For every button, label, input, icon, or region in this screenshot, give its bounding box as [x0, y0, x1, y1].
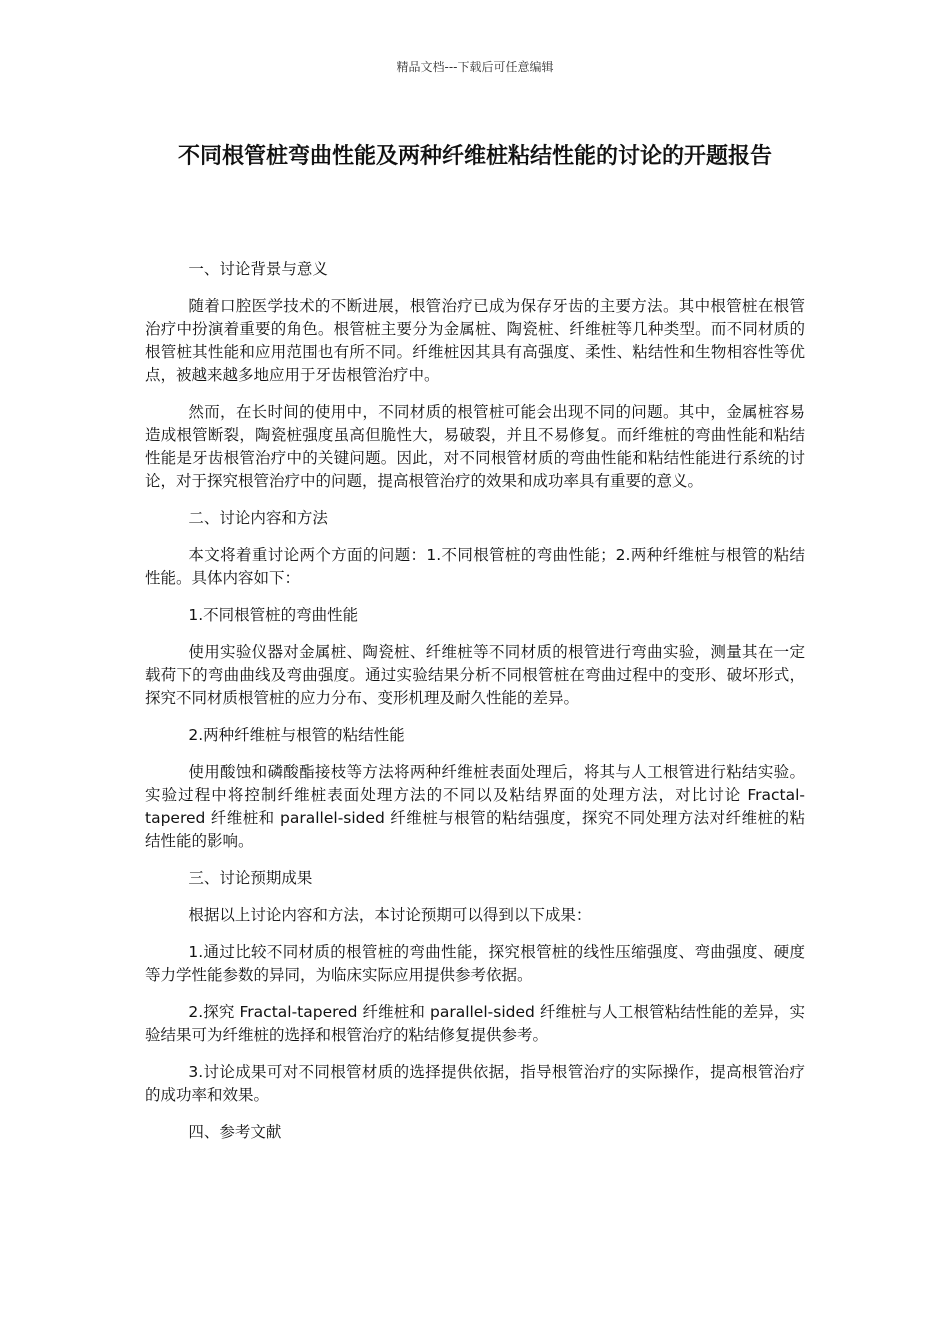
section-heading: 四、参考文献	[188, 1123, 282, 1141]
body-paragraph: 本文将着重讨论两个方面的问题：1.不同根管桩的弯曲性能；2.两种纤维桩与根管的粘结性能。具体内容如下：	[145, 546, 805, 587]
body-paragraph: 使用实验仪器对金属桩、陶瓷桩、纤维桩等不同材质的根管进行弯曲实验，测量其在一定载荷下的弯曲曲线及弯曲强度。通过实验结果分析不同根管桩在弯曲过程中的变形、破坏形式，探究不同材质根管桩的应力分布、变形机理及耐久性能的差异。	[145, 643, 805, 707]
section-heading: 二、讨论内容和方法	[188, 509, 328, 527]
document-title: 不同根管桩弯曲性能及两种纤维桩粘结性能的讨论的开题报告	[177, 144, 772, 169]
body-paragraph: 2.探究 Fractal-tapered 纤维桩和 parallel-sided 纤维桩与人工根管粘结性能的差异，实验结果可为纤维桩的选择和根管治疗的粘结修复提供参考。	[145, 1003, 805, 1044]
header-note: 精品文档---下载后可任意编辑	[396, 60, 554, 74]
subsection-heading: 2.两种纤维桩与根管的粘结性能	[188, 726, 405, 744]
section-heading: 一、讨论背景与意义	[188, 260, 328, 278]
body-paragraph: 然而，在长时间的使用中，不同材质的根管桩可能会出现不同的问题。其中，金属桩容易造成根管断裂，陶瓷桩强度虽高但脆性大，易破裂，并且不易修复。而纤维桩的弯曲性能和粘结性能是牙齿根管治疗中的关键问题。因此，对不同根管材质的弯曲性能和粘结性能进行系统的讨论，对于探究根管治疗中的问题，提高根管治疗的效果和成功率具有重要的意义。	[145, 403, 805, 490]
section-heading: 三、讨论预期成果	[188, 869, 313, 887]
document-body	[145, 258, 805, 1158]
body-paragraph: 随着口腔医学技术的不断进展，根管治疗已成为保存牙齿的主要方法。其中根管桩在根管治疗中扮演着重要的角色。根管桩主要分为金属桩、陶瓷桩、纤维桩等几种类型。而不同材质的根管桩其性能和应用范围也有所不同。纤维桩因其具有高强度、柔性、粘结性和生物相容性等优点，被越来越多地应用于牙齿根管治疗中。	[145, 297, 805, 384]
body-paragraph: 使用酸蚀和磷酸酯接枝等方法将两种纤维桩表面处理后，将其与人工根管进行粘结实验。实验过程中将控制纤维桩表面处理方法的不同以及粘结界面的处理方法，对比讨论 Fractal-tapered 纤维桩和 parallel-sided 纤维桩与根管的粘结强度，探究不同处理方法对纤维桩的粘结性能的影响。	[145, 763, 805, 850]
subsection-heading: 1.不同根管桩的弯曲性能	[188, 606, 359, 624]
body-paragraph: 1.通过比较不同材质的根管桩的弯曲性能，探究根管桩的线性压缩强度、弯曲强度、硬度等力学性能参数的异同，为临床实际应用提供参考依据。	[145, 943, 805, 984]
body-paragraph: 3.讨论成果可对不同根管材质的选择提供依据，指导根管治疗的实际操作，提高根管治疗的成功率和效果。	[145, 1063, 805, 1104]
body-paragraph: 根据以上讨论内容和方法，本讨论预期可以得到以下成果：	[188, 906, 592, 924]
